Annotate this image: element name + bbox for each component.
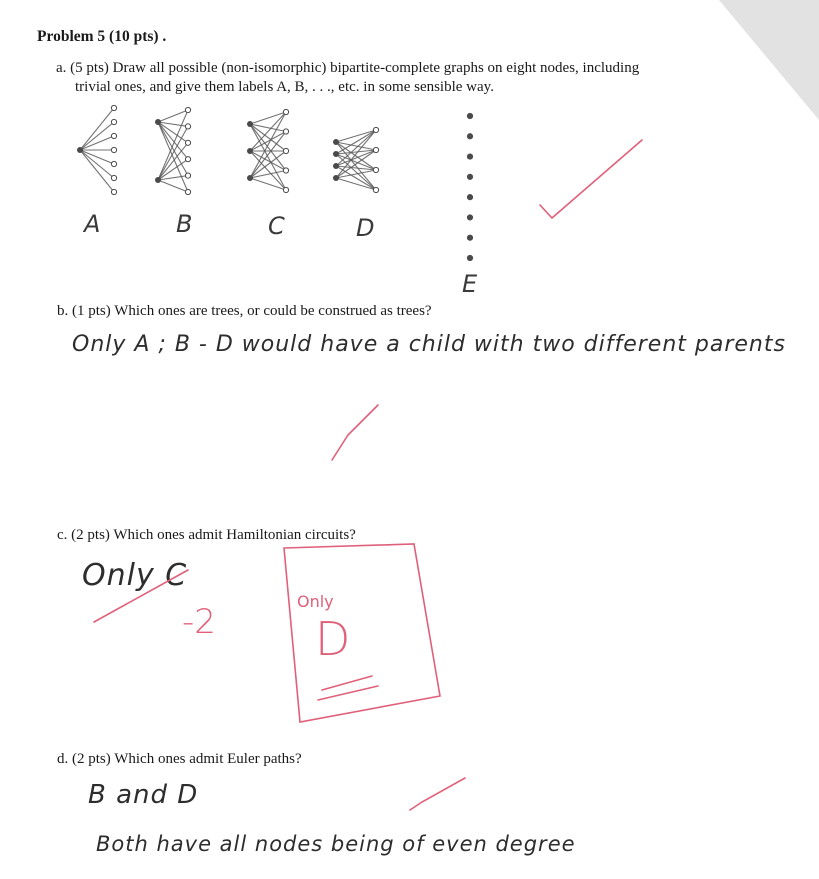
graph-label-e: E — [462, 270, 479, 298]
correction-box — [284, 544, 440, 722]
answer-d-line2: Both have all nodes being of even degree — [96, 832, 576, 856]
problem-title: Problem 5 (10 pts) . — [37, 28, 167, 45]
question-c: c. (2 pts) Which ones admit Hamiltonian circuits? — [57, 527, 356, 543]
strike-answer-c — [94, 570, 188, 622]
graph-label-d: D — [356, 214, 376, 242]
graph-label-a: A — [84, 210, 102, 238]
graph-label-c: C — [268, 212, 286, 240]
question-a-line1: a. (5 pts) Draw all possible (non-isomorphic) bipartite-complete graphs on eight nodes, including — [56, 60, 640, 76]
answer-d-line1: B and D — [88, 780, 199, 810]
checkmark-d — [410, 778, 465, 810]
correction-underline-1 — [322, 676, 372, 690]
answer-b: Only A ; B - D would have a child with two different parents — [72, 332, 786, 357]
checkmark-b — [332, 405, 378, 460]
question-b: b. (1 pts) Which ones are trees, or could be construed as trees? — [57, 303, 432, 319]
question-a-line2: trivial ones, and give them labels A, B, . . ., etc. in some sensible way. — [75, 79, 494, 95]
graph-label-b: B — [176, 210, 194, 238]
grader-correction-answer: D — [315, 612, 351, 666]
grader-score-c: -2 — [182, 602, 216, 642]
grader-correction-label: Only — [297, 592, 334, 611]
answer-c: Only C — [82, 558, 188, 593]
question-d: d. (2 pts) Which ones admit Euler paths? — [57, 751, 302, 767]
checkmark-a — [540, 140, 642, 218]
